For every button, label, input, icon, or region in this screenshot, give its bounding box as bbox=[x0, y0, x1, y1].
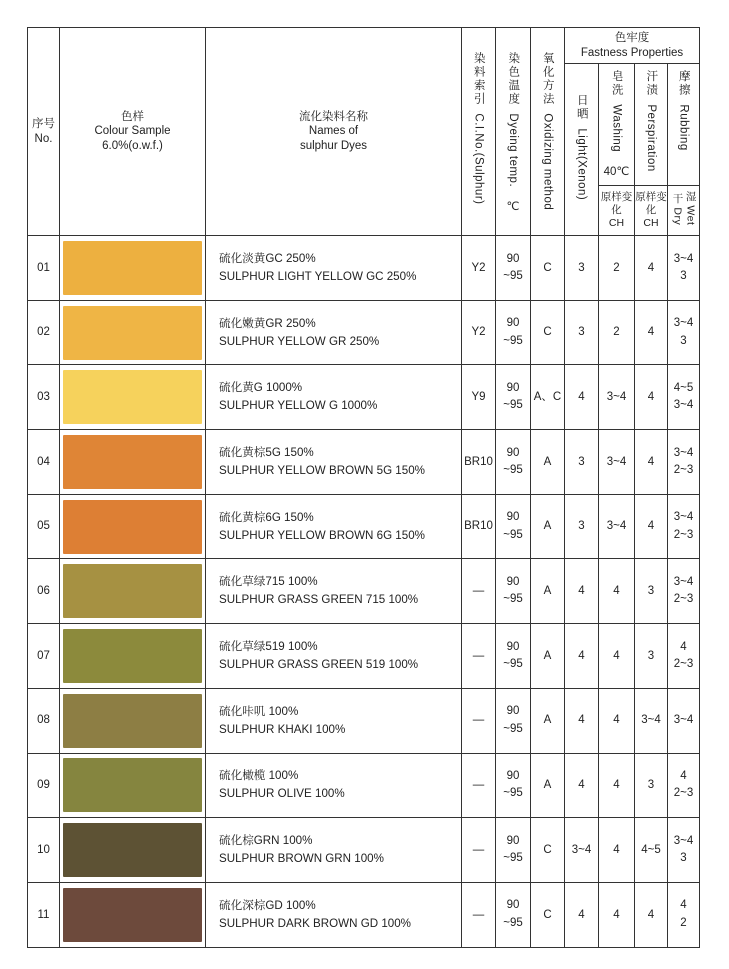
light-fastness: 3 bbox=[565, 236, 599, 301]
dyeing-temp-cell bbox=[496, 688, 531, 753]
table-row bbox=[28, 559, 700, 624]
dyeing-temp-to: ~95 bbox=[503, 916, 523, 929]
perspiration-fastness: 4 bbox=[635, 430, 668, 495]
oxidizing-method: C bbox=[531, 882, 565, 947]
dyeing-temp-to: ~95 bbox=[503, 657, 523, 670]
rubbing-wet: 2~3 bbox=[673, 787, 694, 800]
ci-number: BR10 bbox=[462, 430, 496, 495]
dye-name-cn: 硫化淡黄GC 250% bbox=[219, 251, 316, 265]
dyeing-temp-cell bbox=[496, 236, 531, 301]
dyeing-temp-to: ~95 bbox=[503, 463, 523, 476]
dyeing-temp-from: 90 bbox=[506, 640, 520, 653]
perspiration-fastness: 3 bbox=[635, 753, 668, 818]
perspiration-fastness: 3 bbox=[635, 559, 668, 624]
rubbing-wet: 2~3 bbox=[673, 657, 694, 670]
row-number: 06 bbox=[28, 559, 60, 624]
dye-name-en: SULPHUR OLIVE 100% bbox=[219, 787, 345, 801]
colour-sample-cell bbox=[60, 818, 206, 883]
dye-name-cell bbox=[206, 688, 462, 753]
header-sample-en: Colour Sample bbox=[94, 125, 171, 138]
dyeing-temp-from: 90 bbox=[506, 770, 520, 783]
rubbing-fastness bbox=[668, 365, 700, 430]
colour-swatch bbox=[63, 758, 202, 812]
dyeing-temp-to: ~95 bbox=[503, 593, 523, 606]
perspiration-fastness: 3~4 bbox=[635, 688, 668, 753]
header-persp-sub-en: CH bbox=[643, 217, 659, 230]
header-temp-en: Dyeing temp. bbox=[507, 113, 520, 188]
light-fastness: 4 bbox=[565, 882, 599, 947]
ci-number: Y9 bbox=[462, 365, 496, 430]
header-rub-en: Rubbing bbox=[677, 104, 690, 151]
colour-swatch bbox=[63, 435, 202, 489]
header-name-en2: sulphur Dyes bbox=[299, 139, 368, 152]
colour-sample-cell bbox=[60, 688, 206, 753]
rubbing-wet: 3~4 bbox=[673, 399, 694, 412]
header-fast-cn: 色牢度 bbox=[614, 32, 650, 45]
colour-sample-cell bbox=[60, 236, 206, 301]
oxidizing-method: A、C bbox=[531, 365, 565, 430]
colour-sample-cell bbox=[60, 365, 206, 430]
row-number: 01 bbox=[28, 236, 60, 301]
dyeing-temp-from: 90 bbox=[506, 834, 520, 847]
colour-sample-cell bbox=[60, 494, 206, 559]
rubbing-dry: 4 bbox=[680, 640, 687, 653]
header-perspiration bbox=[635, 64, 668, 186]
rubbing-fastness bbox=[668, 882, 700, 947]
dyeing-temp-cell bbox=[496, 559, 531, 624]
ci-number: Y2 bbox=[462, 236, 496, 301]
dye-name-cn: 硫化橄榄 100% bbox=[219, 769, 299, 783]
row-number: 09 bbox=[28, 753, 60, 818]
row-number: 10 bbox=[28, 818, 60, 883]
rubbing-wet: 2 bbox=[680, 916, 687, 929]
header-persp-sub-cn: 原样变化 bbox=[635, 190, 667, 216]
colour-swatch bbox=[63, 370, 202, 424]
header-wash-temp: 40℃ bbox=[603, 165, 630, 178]
table-row bbox=[28, 882, 700, 947]
dye-name-en: SULPHUR GRASS GREEN 519 100% bbox=[219, 657, 419, 671]
dyeing-temp-to: ~95 bbox=[503, 852, 523, 865]
header-no-en: No. bbox=[34, 132, 53, 145]
table-row bbox=[28, 753, 700, 818]
header-temp-cn: 染色温度 bbox=[507, 52, 520, 106]
header-name-en1: Names of bbox=[308, 125, 359, 138]
rubbing-fastness bbox=[668, 430, 700, 495]
rubbing-wet: 2~3 bbox=[673, 593, 694, 606]
rubbing-fastness bbox=[668, 688, 700, 753]
header-ci-no bbox=[462, 28, 496, 236]
header-fastness bbox=[565, 28, 700, 64]
perspiration-fastness: 4 bbox=[635, 236, 668, 301]
dye-name-cn: 硫化棕GRN 100% bbox=[219, 834, 313, 848]
oxidizing-method: A bbox=[531, 494, 565, 559]
light-fastness: 3 bbox=[565, 300, 599, 365]
rubbing-fastness bbox=[668, 818, 700, 883]
ci-number: — bbox=[462, 688, 496, 753]
dyeing-temp-cell bbox=[496, 365, 531, 430]
colour-swatch bbox=[63, 500, 202, 554]
rubbing-dry: 4 bbox=[680, 770, 687, 783]
header-rub-cn: 摩擦 bbox=[677, 70, 690, 97]
oxidizing-method: A bbox=[531, 753, 565, 818]
ci-number: — bbox=[462, 753, 496, 818]
dye-name-en: SULPHUR LIGHT YELLOW GC 250% bbox=[219, 269, 417, 283]
dyeing-temp-to: ~95 bbox=[503, 722, 523, 735]
washing-fastness: 4 bbox=[599, 559, 635, 624]
rubbing-fastness bbox=[668, 624, 700, 689]
perspiration-fastness: 4~5 bbox=[635, 818, 668, 883]
oxidizing-method: C bbox=[531, 300, 565, 365]
header-oxidizing bbox=[531, 28, 565, 236]
washing-fastness: 3~4 bbox=[599, 494, 635, 559]
dyeing-temp-from: 90 bbox=[506, 446, 520, 459]
colour-swatch bbox=[63, 241, 202, 295]
dye-name-cn: 硫化黄G 1000% bbox=[219, 381, 303, 395]
dyeing-temp-cell bbox=[496, 494, 531, 559]
header-dyeing-temp bbox=[496, 28, 531, 236]
row-number: 11 bbox=[28, 882, 60, 947]
dyeing-temp-to: ~95 bbox=[503, 787, 523, 800]
rubbing-dry: 3~4 bbox=[673, 576, 694, 589]
ci-number: — bbox=[462, 882, 496, 947]
header-no bbox=[28, 28, 60, 236]
dyeing-temp-to: ~95 bbox=[503, 399, 523, 412]
rubbing-fastness bbox=[668, 559, 700, 624]
dyeing-temp-from: 90 bbox=[506, 705, 520, 718]
dyeing-temp-cell bbox=[496, 818, 531, 883]
dye-name-cell bbox=[206, 753, 462, 818]
rubbing-dry: 3~4 bbox=[673, 317, 694, 330]
dye-name-en: SULPHUR GRASS GREEN 715 100% bbox=[219, 593, 419, 607]
dye-name-cell bbox=[206, 300, 462, 365]
table-row bbox=[28, 688, 700, 753]
dyeing-temp-cell bbox=[496, 624, 531, 689]
header-wash-sub-cn: 原样变化 bbox=[600, 190, 633, 216]
dyeing-temp-from: 90 bbox=[506, 381, 520, 394]
dyeing-temp-to: ~95 bbox=[503, 269, 523, 282]
header-persp-en: Perspiration bbox=[645, 104, 658, 172]
dye-name-en: SULPHUR YELLOW BROWN 5G 150% bbox=[219, 463, 425, 477]
rubbing-dry: 3~4 bbox=[673, 834, 694, 847]
colour-sample-cell bbox=[60, 559, 206, 624]
header-persp-cn: 汗渍 bbox=[645, 70, 658, 97]
ci-number: Y2 bbox=[462, 300, 496, 365]
row-number: 07 bbox=[28, 624, 60, 689]
dyeing-temp-to: ~95 bbox=[503, 334, 523, 347]
table-row bbox=[28, 300, 700, 365]
dye-name-cn: 硫化嫩黄GR 250% bbox=[219, 316, 316, 330]
dyeing-temp-cell bbox=[496, 300, 531, 365]
dye-name-en: SULPHUR YELLOW G 1000% bbox=[219, 399, 378, 413]
table-row bbox=[28, 494, 700, 559]
rubbing-fastness bbox=[668, 236, 700, 301]
sulphur-dye-sheet bbox=[27, 27, 699, 947]
row-number: 05 bbox=[28, 494, 60, 559]
header-persp-sub bbox=[635, 186, 668, 236]
header-sample-conc: 6.0%(o.w.f.) bbox=[102, 139, 163, 152]
colour-sample-cell bbox=[60, 624, 206, 689]
ci-number: — bbox=[462, 559, 496, 624]
rubbing-wet: 2~3 bbox=[673, 528, 694, 541]
rubbing-wet: 3 bbox=[680, 269, 687, 282]
light-fastness: 4 bbox=[565, 559, 599, 624]
header-fast-en: Fastness Properties bbox=[580, 46, 684, 59]
rubbing-fastness bbox=[668, 494, 700, 559]
header-wash-sub-en: CH bbox=[608, 217, 625, 230]
rubbing-wet: 3 bbox=[680, 334, 687, 347]
table-row bbox=[28, 430, 700, 495]
dye-name-cn: 硫化咔叽 100% bbox=[219, 704, 299, 718]
dye-name-en: SULPHUR DARK BROWN GD 100% bbox=[219, 916, 411, 930]
header-sample-cn: 色样 bbox=[121, 110, 144, 123]
washing-fastness: 4 bbox=[599, 753, 635, 818]
rubbing-dry: 3~4 bbox=[673, 446, 694, 459]
oxidizing-method: A bbox=[531, 688, 565, 753]
row-number: 03 bbox=[28, 365, 60, 430]
light-fastness: 3~4 bbox=[565, 818, 599, 883]
light-fastness: 4 bbox=[565, 688, 599, 753]
header-wash-sub bbox=[599, 186, 635, 236]
rubbing-fastness bbox=[668, 753, 700, 818]
ci-number: — bbox=[462, 818, 496, 883]
header-ci-cn: 染料索引 bbox=[472, 52, 485, 106]
table-body bbox=[28, 236, 700, 948]
rubbing-wet: 3 bbox=[680, 852, 687, 865]
rubbing-dry: 4~5 bbox=[673, 381, 694, 394]
light-fastness: 3 bbox=[565, 430, 599, 495]
dye-name-en: SULPHUR KHAKI 100% bbox=[219, 722, 346, 736]
rubbing-wet: 2~3 bbox=[673, 463, 694, 476]
light-fastness: 4 bbox=[565, 365, 599, 430]
colour-sample-cell bbox=[60, 882, 206, 947]
header-wash-en: Washing bbox=[610, 104, 623, 153]
light-fastness: 3 bbox=[565, 494, 599, 559]
ci-number: BR10 bbox=[462, 494, 496, 559]
dye-name-cell bbox=[206, 236, 462, 301]
dye-name-cell bbox=[206, 494, 462, 559]
row-number: 04 bbox=[28, 430, 60, 495]
dyeing-temp-from: 90 bbox=[506, 252, 520, 265]
perspiration-fastness: 4 bbox=[635, 365, 668, 430]
dye-name-en: SULPHUR BROWN GRN 100% bbox=[219, 852, 384, 866]
dye-name-cn: 硫化黄棕5G 150% bbox=[219, 445, 314, 459]
colour-swatch bbox=[63, 888, 202, 942]
header-ci-en: C.I.No.(Sulphur) bbox=[472, 113, 485, 205]
dye-name-cn: 硫化深棕GD 100% bbox=[219, 898, 316, 912]
header-no-cn: 序号 bbox=[32, 118, 55, 131]
colour-swatch bbox=[63, 629, 202, 683]
perspiration-fastness: 3 bbox=[635, 624, 668, 689]
dye-name-cell bbox=[206, 818, 462, 883]
header-dye-name bbox=[206, 28, 462, 236]
rubbing-dry: 3~4 bbox=[673, 252, 694, 265]
ci-number: — bbox=[462, 624, 496, 689]
colour-sample-cell bbox=[60, 300, 206, 365]
perspiration-fastness: 4 bbox=[635, 494, 668, 559]
dyeing-temp-to: ~95 bbox=[503, 528, 523, 541]
header-ox-en: Oxidizing method bbox=[541, 113, 554, 211]
dye-name-cell bbox=[206, 882, 462, 947]
dyeing-temp-cell bbox=[496, 882, 531, 947]
dye-name-cell bbox=[206, 365, 462, 430]
washing-fastness: 3~4 bbox=[599, 365, 635, 430]
colour-swatch bbox=[63, 694, 202, 748]
washing-fastness: 4 bbox=[599, 818, 635, 883]
rubbing-dry: 4 bbox=[680, 899, 687, 912]
table-row bbox=[28, 236, 700, 301]
table-row bbox=[28, 818, 700, 883]
dye-name-en: SULPHUR YELLOW BROWN 6G 150% bbox=[219, 528, 425, 542]
dyeing-temp-cell bbox=[496, 753, 531, 818]
washing-fastness: 4 bbox=[599, 882, 635, 947]
header-wet-cn: 湿 bbox=[684, 191, 697, 203]
dye-name-cell bbox=[206, 430, 462, 495]
header-ox-cn: 氧化方法 bbox=[541, 52, 554, 106]
oxidizing-method: A bbox=[531, 430, 565, 495]
rubbing-dry: 3~4 bbox=[673, 714, 694, 727]
perspiration-fastness: 4 bbox=[635, 300, 668, 365]
dyeing-temp-from: 90 bbox=[506, 576, 520, 589]
header-light-cn: 日晒 bbox=[575, 94, 588, 121]
dyeing-temp-from: 90 bbox=[506, 899, 520, 912]
row-number: 08 bbox=[28, 688, 60, 753]
header-light bbox=[565, 64, 599, 236]
header-light-en: Light(Xenon) bbox=[575, 128, 588, 201]
dye-name-cn: 硫化草绿715 100% bbox=[219, 575, 318, 589]
washing-fastness: 3~4 bbox=[599, 430, 635, 495]
header-wash-cn: 皂洗 bbox=[610, 70, 623, 97]
table-row bbox=[28, 365, 700, 430]
oxidizing-method: A bbox=[531, 624, 565, 689]
washing-fastness: 2 bbox=[599, 236, 635, 301]
oxidizing-method: C bbox=[531, 818, 565, 883]
dye-name-cell bbox=[206, 624, 462, 689]
dyeing-temp-from: 90 bbox=[506, 511, 520, 524]
header-wet-en: Wet bbox=[684, 205, 697, 226]
colour-swatch bbox=[63, 564, 202, 618]
rubbing-dry: 3~4 bbox=[673, 511, 694, 524]
dye-name-cn: 硫化草绿519 100% bbox=[219, 640, 318, 653]
dye-name-cell bbox=[206, 559, 462, 624]
colour-sample-cell bbox=[60, 753, 206, 818]
table-row bbox=[28, 624, 700, 689]
header-dry-en: Dry bbox=[671, 207, 684, 226]
dyeing-temp-cell bbox=[496, 430, 531, 495]
rubbing-fastness bbox=[668, 300, 700, 365]
oxidizing-method: C bbox=[531, 236, 565, 301]
washing-fastness: 4 bbox=[599, 624, 635, 689]
colour-swatch bbox=[63, 306, 202, 360]
header-rubbing bbox=[668, 64, 700, 186]
header-washing bbox=[599, 64, 635, 186]
colour-sample-cell bbox=[60, 430, 206, 495]
header-colour-sample bbox=[60, 28, 206, 236]
dye-fastness-table bbox=[27, 27, 700, 948]
colour-swatch bbox=[63, 823, 202, 877]
header-rub-sub bbox=[668, 186, 700, 236]
dye-name-en: SULPHUR YELLOW GR 250% bbox=[219, 334, 380, 348]
perspiration-fastness: 4 bbox=[635, 882, 668, 947]
oxidizing-method: A bbox=[531, 559, 565, 624]
row-number: 02 bbox=[28, 300, 60, 365]
dye-name-cn: 硫化黄棕6G 150% bbox=[219, 510, 314, 524]
washing-fastness: 4 bbox=[599, 688, 635, 753]
light-fastness: 4 bbox=[565, 753, 599, 818]
header-temp-unit: ℃ bbox=[506, 200, 520, 213]
washing-fastness: 2 bbox=[599, 300, 635, 365]
header-dry-cn: 干 bbox=[671, 193, 684, 205]
light-fastness: 4 bbox=[565, 624, 599, 689]
dyeing-temp-from: 90 bbox=[506, 317, 520, 330]
header-name-cn: 流化染料名称 bbox=[299, 110, 368, 123]
